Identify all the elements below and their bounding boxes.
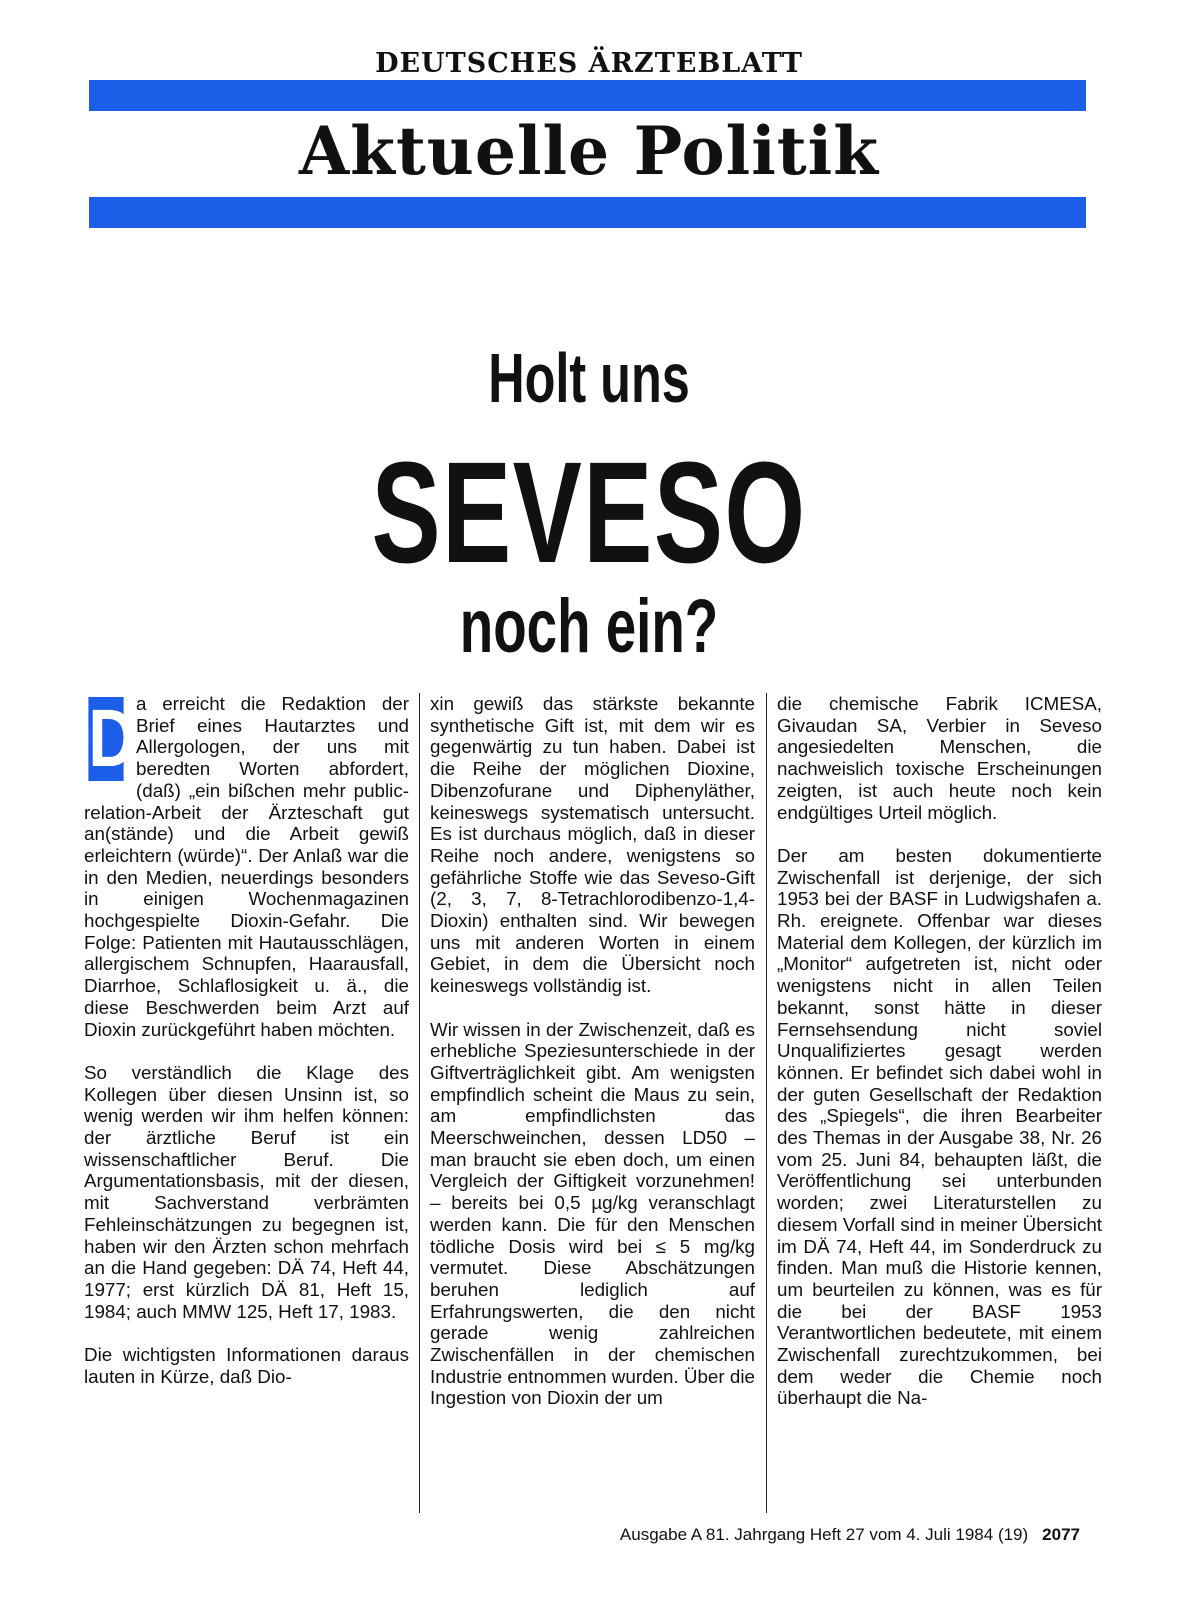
drop-cap: D: [88, 693, 136, 784]
column-divider: [419, 693, 420, 1513]
headline-line-2: SEVESO: [371, 432, 807, 593]
headline-line-3: noch ein?: [459, 584, 719, 669]
paragraph: xin gewiß das stärkste bekannte synthetische Gift ist, mit dem wir es gegenwärtig zu tun haben. Dabei ist die Reihe der möglichen Dioxine, Dibenzofurane und Diphenyläther, keineswegs systematisch untersucht. Es ist durchaus möglich, daß in dieser Reihe noch andere, wenigstens so gefährliche Stoffe wie das Seveso-Gift (2, 3, 7, 8-Tetrachlorodibenzo-1,4-Dioxin) enthalten sind. Wir bewegen uns mit anderen Worten in einem Gebiet, in dem die Übersicht noch keineswegs vollständig ist.: [430, 693, 755, 997]
paragraph: die chemische Fabrik ICMESA, Givaudan SA, Verbier in Seveso angesiedelten Menschen, die nachweislich toxische Erscheinungen zeigten, ist auch heute noch kein endgültiges Urteil möglich.: [777, 693, 1102, 823]
paragraph: Die wichtigsten Informationen daraus lauten in Kürze, daß Dio-: [84, 1344, 409, 1387]
paragraph: Wir wissen in der Zwischenzeit, daß es erhebliche Speziesunterschiede in der Giftverträglichkeit gibt. Am wenigsten empfindlich scheint die Maus zu sein, am empfindlichsten das Meerschweinchen, dessen LD50 – man braucht sie eben doch, um einen Vergleich der Giftigkeit vorzunehmen! – bereits bei 0,5 µg/kg veranschlagt werden kann. Die für den Menschen tödliche Dosis wird bei ≤ 5 mg/kg vermutet. Diese Abschätzungen beruhen lediglich auf Erfahrungswerten, die den nicht gerade wenig zahlreichen Zwischenfällen in der chemischen Industrie entnommen wurden. Über die Ingestion von Dioxin der um: [430, 1018, 755, 1409]
bottom-blue-rule: [89, 197, 1086, 228]
top-blue-rule: [89, 80, 1086, 111]
paragraph: Der am besten dokumentierte Zwischenfall ist derjenige, der sich 1953 bei der BASF in Ludwigshafen a. Rh. ereignete. Offenbar war dieses Material dem Kollegen, der kürzlich im „Monitor“ aufgetreten ist, nicht oder wenigstens nicht in allen Teilen bekannt, sonst hätte in dieser Fernsehsendung nicht soviel Unqualifiziertes gesagt werden können. Er befindet sich dabei wohl in der guten Gesellschaft der Redaktion des „Spiegels“, die ihren Bearbeiter des Themas in der Ausgabe 38, Nr. 26 vom 25. Juni 84, behaupten läßt, die Veröffentlichung sei unterbunden worden; zwei Literaturstellen zu diesem Vorfall sind in meiner Übersicht im DÄ 74, Heft 44, im Sonderdruck zu finden. Man muß die Historie kennen, um beurteilen zu können, was es für die bei der BASF 1953 Verantwortlichen bedeutete, mit einem Zwischenfall zurechtzukommen, bei dem weder die Chemie noch überhaupt die Na-: [777, 844, 1102, 1409]
page-number: 2077: [1042, 1525, 1080, 1544]
paragraph: [84, 693, 409, 1040]
article-column-3: [777, 693, 1102, 1431]
page-footer: [620, 1525, 1080, 1545]
headline-line-1: Holt uns: [488, 339, 690, 417]
issue-info: Ausgabe A 81. Jahrgang Heft 27 vom 4. Juli 1984 (19): [619, 1525, 1029, 1544]
article-column-2: [430, 693, 755, 1431]
article-column-1: [84, 693, 409, 1409]
journal-title: DEUTSCHES ÄRZTEBLATT: [375, 48, 803, 79]
section-title: Aktuelle Politik: [298, 112, 879, 190]
paragraph: So verständlich die Klage des Kollegen über diesen Unsinn ist, so wenig werden wir ihm helfen können: der ärztliche Beruf ist ein wissenschaftlicher Beruf. Die Argumentationsbasis, mit der diesen, mit Sachverstand verbrämten Fehleinschätzungen zu begegnen ist, haben wir den Ärzten schon mehrfach an die Hand gegeben: DÄ 74, Heft 44, 1977; erst kürzlich DÄ 81, Heft 15, 1984; auch MMW 125, Heft 17, 1983.: [84, 1061, 409, 1322]
paragraph-text: a erreicht die Redaktion der Brief eines Hautarztes und Allergologen, der uns mit beredten Worten abfordert, (daß) „ein bißchen mehr public-relation-Arbeit der Ärzteschaft gut an(stände) und die Arbeit gewiß erleichtern (würde)“. Der Anlaß war die in den Medien, neuerdings besonders in einigen Wochenmagazinen hochgespielte Dioxin-Gefahr. Die Folge: Patienten mit Hautausschlägen, allergischem Schnupfen, Haarausfall, Diarrhoe, Schlaflosigkeit u. ä., die diese Beschwerden beim Arzt auf Dioxin zurückgeführt haben möchten.: [84, 693, 409, 1040]
column-divider: [766, 693, 767, 1513]
